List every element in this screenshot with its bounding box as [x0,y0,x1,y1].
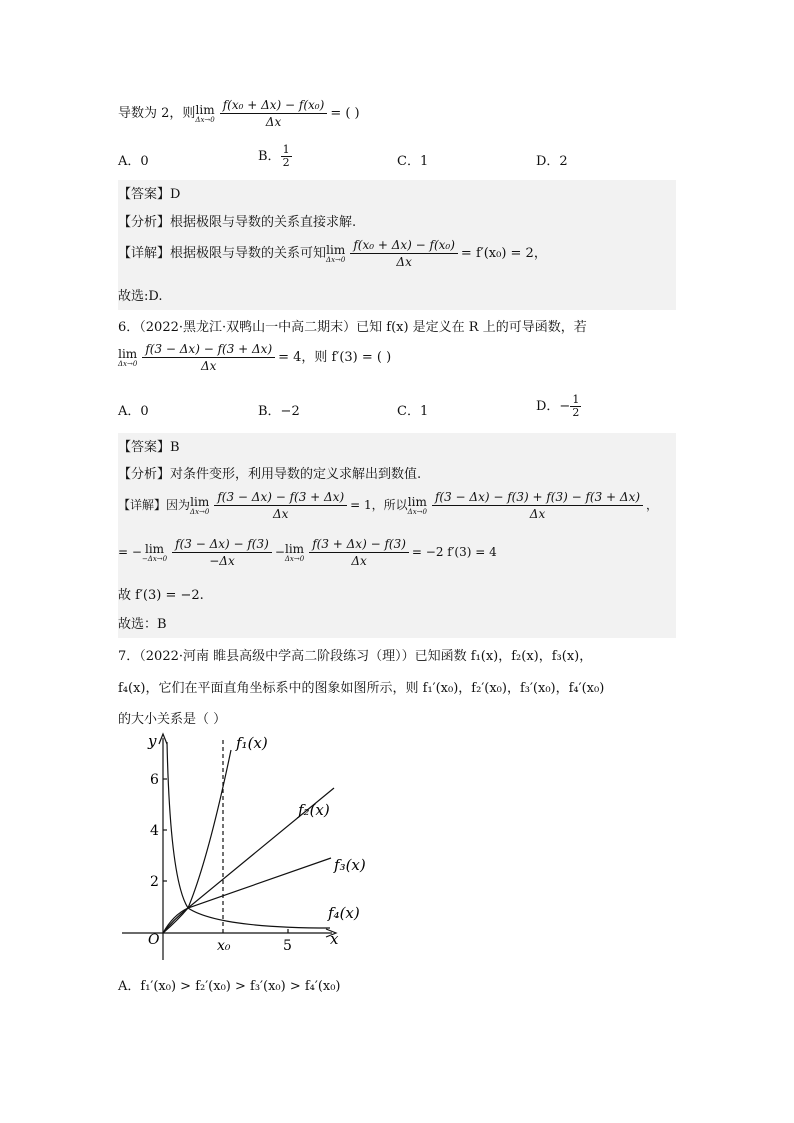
q6-option-d-label: D．− [536,399,571,414]
q5-intro: 导数为 2，则 [118,106,196,121]
denominator: −Δx [209,554,235,568]
q5-option-d: D．2 [536,154,568,169]
q6-d2-tail: = −2 f′(3) = 4 [411,545,497,559]
label-f3: f₃(x) [334,856,366,874]
q5-detail-prefix: 【详解】根据极限与导数的关系可知 [118,246,327,261]
q6-d1-prefix: 【详解】因为 [118,498,191,512]
lim-word: lim [326,242,346,257]
x-tick-label-x0: x₀ [217,938,231,954]
q6-d2-limit-2 [285,543,304,563]
numerator: f(x₀ + Δx) − f(x₀) [350,238,458,254]
q5-denominator: Δx [265,115,282,129]
q6-d1-limit [190,496,209,516]
q6-analysis: 【分析】对条件变形，利用导数的定义求解出到数值. [118,467,422,482]
denominator: Δx [201,359,217,373]
q6-option-b: B．−2 [258,404,300,419]
q6-d1-limit-2 [408,496,427,516]
q6-d2-fraction-2 [309,537,409,568]
q7-option-a: A．f₁′(x₀) > f₂′(x₀) > f₃′(x₀) > f₄′(x₀) [118,979,341,994]
lim-word: lim [145,541,165,556]
q6-option-c: C．1 [397,404,429,419]
q5-option-b-frac [281,144,292,169]
q5-detail-limit [326,244,345,264]
q5-detail-tail: = f′(x₀) = 2， [460,246,547,261]
frac-num: 1 [572,393,580,406]
curve-f3 [163,858,331,933]
frac-den: 2 [572,406,580,419]
lim-sub: Δx→0 [284,554,305,563]
q7-stem-line1: 7．（2022·河南 睢县高级中学高二阶段练习（理））已知函数 f₁(x)，f₂(x)，f₃(x)， [118,649,593,664]
q6-detail-2 [118,537,497,568]
numerator: f(3 − Δx) − f(3) [172,537,272,553]
q6-option-d-frac [570,394,581,419]
q5-fraction [220,98,328,129]
q5-option-b [258,144,292,169]
lim-sub: Δx→0 [195,115,215,124]
q6-stem-line1: 6．（2022·黑龙江·双鸭山一中高二期末）已知 f(x) 是定义在 R 上的可导函数，若 [118,320,587,335]
q6-fraction [142,342,275,373]
frac-den: 2 [282,156,290,169]
label-f1: f₁(x) [236,734,268,752]
q6-detail-3: 故 f′(3) = −2. [118,588,204,603]
q6-limit [118,348,137,368]
q6-option-d [536,394,581,419]
denominator: Δx [273,507,289,521]
q5-option-b-label: B． [258,149,281,164]
lim-sub: Δx→0 [190,507,210,516]
q5-answer: 【答案】D [118,187,181,202]
q6-d1-fraction [214,490,347,521]
denominator: Δx [396,255,412,269]
x-axis-label: x [330,930,339,948]
q5-detail [118,238,547,269]
q5-option-c: C．1 [397,154,429,169]
lim-sub: Δx→0 [407,507,427,516]
q6-detail-1 [118,490,658,521]
numerator: f(3 + Δx) − f(3) [309,537,409,553]
q6-d2-fraction-1 [172,537,272,568]
denominator: Δx [351,554,367,568]
origin-label: O [148,932,160,948]
q6-d2-mid: − [274,545,285,559]
denominator: Δx [529,507,546,521]
numerator: f(3 − Δx) − f(3 + Δx) [142,342,275,358]
q5-tail: = ( ) [330,106,360,121]
q7-stem-line2: f₄(x)，它们在平面直角坐标系中的图象如图所示，则 f₁′(x₀)，f₂′(x₀)，f₃′(x₀)，f₄′(x₀) [118,681,605,696]
label-f4: f₄(x) [328,904,360,922]
q7-function-graph [118,730,378,965]
q7-stem-line3: 的大小关系是（ ） [118,712,227,727]
lim-word: lim [407,494,427,509]
frac-num: 1 [282,143,290,156]
y-axis-label: y [148,732,157,750]
q5-detail-fraction [350,238,458,269]
numerator: f(3 − Δx) − f(3) + f(3) − f(3 + Δx) [432,490,643,506]
q5-analysis: 【分析】根据极限与导数的关系直接求解. [118,215,357,230]
lim-sub: Δx→0 [118,359,138,368]
x-tick-label-5: 5 [283,938,292,954]
q6-conclusion: 故选：B [118,617,167,632]
q6-d2-prefix: = − [118,545,142,559]
q6-d1-fraction-2 [432,490,643,521]
label-f2: f₂(x) [298,801,330,819]
q6-d1-mid: = 1，所以 [350,498,408,512]
y-tick-label-4: 4 [150,823,159,839]
q5-numerator: f(x₀ + Δx) − f(x₀) [220,98,328,114]
q6-d1-end: ， [646,498,659,512]
lim-word: lim [190,494,210,509]
lim-word: lim [285,541,305,556]
q5-option-a: A．0 [118,154,149,169]
q6-stem-line2 [118,342,391,373]
q6-option-a: A．0 [118,404,149,419]
lim-sub: −Δx→0 [141,554,168,563]
curve-f1 [163,750,231,933]
q6-answer: 【答案】B [118,440,180,455]
q5-stem [118,98,360,129]
q6-tail: = 4，则 f′(3) = ( ) [278,350,392,365]
q6-d2-limit [142,543,167,563]
numerator: f(3 − Δx) − f(3 + Δx) [214,490,347,506]
y-tick-label-6: 6 [150,772,159,788]
y-tick-label-2: 2 [150,874,159,890]
lim-word: lim [195,102,215,117]
lim-word: lim [118,346,138,361]
q5-conclusion: 故选:D. [118,289,163,304]
q5-limit [195,104,214,124]
lim-sub: Δx→0 [326,255,346,264]
